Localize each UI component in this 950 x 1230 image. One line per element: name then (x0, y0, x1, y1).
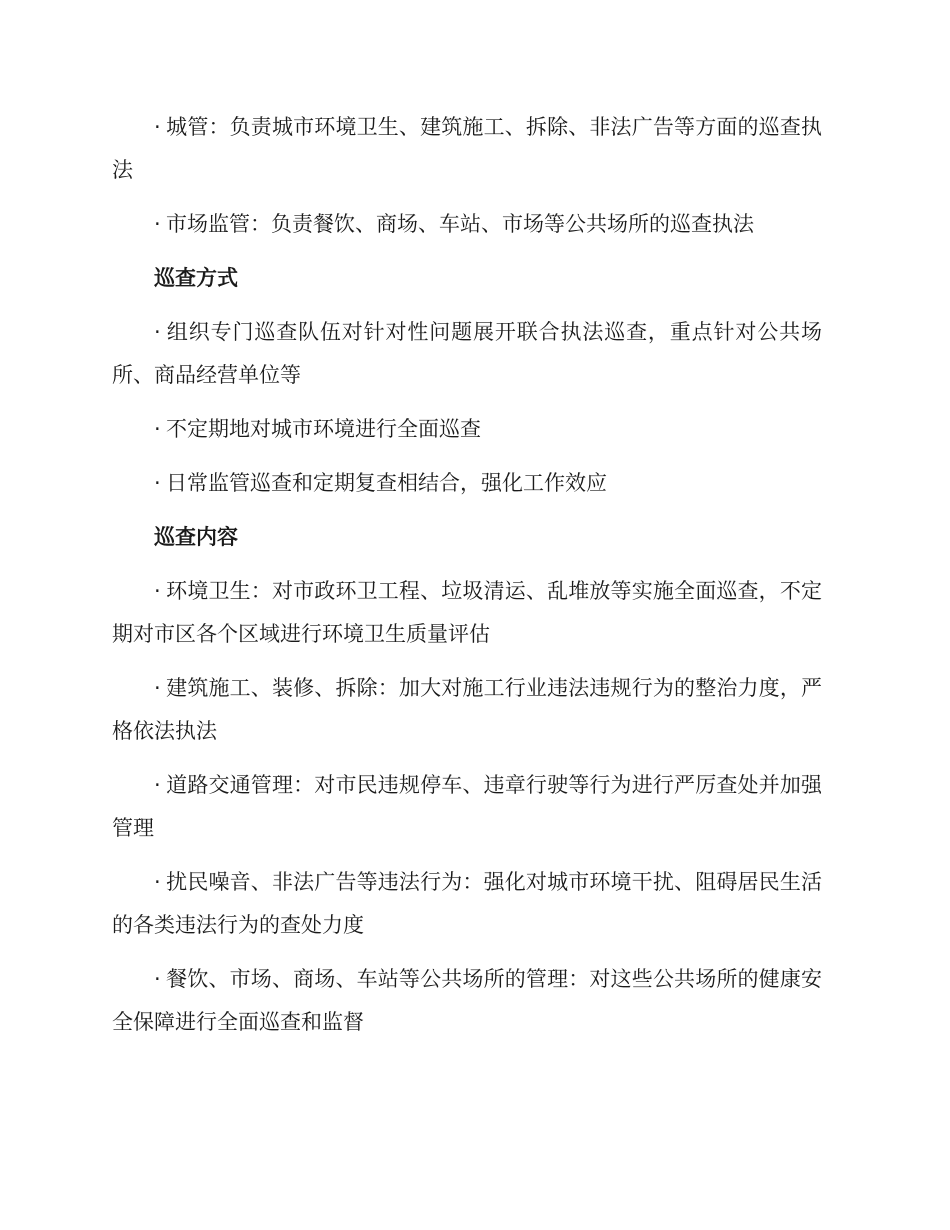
bullet-marker: · (154, 115, 161, 139)
bullet-marker: · (154, 212, 161, 236)
bullet-item-public-places (112, 958, 822, 1044)
bullet-marker: · (154, 579, 161, 603)
document-body (112, 106, 822, 1055)
bullet-text: 餐饮、市场、商场、车站等公共场所的管理：对这些公共场所的健康安全保障进行全面巡查和监督 (112, 967, 822, 1034)
bullet-item-noise-ads (112, 861, 822, 947)
bullet-marker: · (154, 320, 161, 344)
bullet-text: 组织专门巡查队伍对针对性问题展开联合执法巡查，重点针对公共场所、商品经营单位等 (112, 320, 822, 387)
bullet-item-traffic (112, 764, 822, 850)
bullet-marker: · (154, 967, 161, 991)
bullet-text: 城管：负责城市环境卫生、建筑施工、拆除、非法广告等方面的巡查执法 (112, 115, 822, 182)
bullet-marker: · (154, 773, 161, 797)
bullet-item-chengguan (112, 106, 822, 192)
bullet-text: 环境卫生：对市政环卫工程、垃圾清运、乱堆放等实施全面巡查，不定期对市区各个区域进行环境卫生质量评估 (112, 579, 822, 646)
bullet-item-irregular-patrol (112, 408, 822, 451)
bullet-item-joint-patrol (112, 311, 822, 397)
bullet-marker: · (154, 417, 161, 441)
bullet-marker: · (154, 676, 161, 700)
bullet-text: 不定期地对城市环境进行全面巡查 (166, 417, 481, 441)
bullet-text: 扰民噪音、非法广告等违法行为：强化对城市环境干扰、阻碍居民生活的各类违法行为的查处力度 (112, 870, 822, 937)
section-heading-patrol-content: 巡查内容 (154, 525, 238, 549)
bullet-text: 日常监管巡查和定期复查相结合，强化工作效应 (166, 471, 607, 495)
bullet-text: 建筑施工、装修、拆除：加大对施工行业违法违规行为的整治力度，严格依法执法 (112, 676, 822, 743)
bullet-item-sanitation (112, 570, 822, 656)
bullet-marker: · (154, 471, 161, 495)
bullet-marker: · (154, 870, 161, 894)
bullet-item-construction (112, 667, 822, 753)
bullet-text: 道路交通管理：对市民违规停车、违章行驶等行为进行严厉查处并加强管理 (112, 773, 822, 840)
bullet-item-market-supervision (112, 203, 822, 246)
bullet-text: 市场监管：负责餐饮、商场、车站、市场等公共场所的巡查执法 (166, 212, 754, 236)
section-heading-patrol-method: 巡查方式 (154, 266, 238, 290)
bullet-item-routine-review (112, 462, 822, 505)
